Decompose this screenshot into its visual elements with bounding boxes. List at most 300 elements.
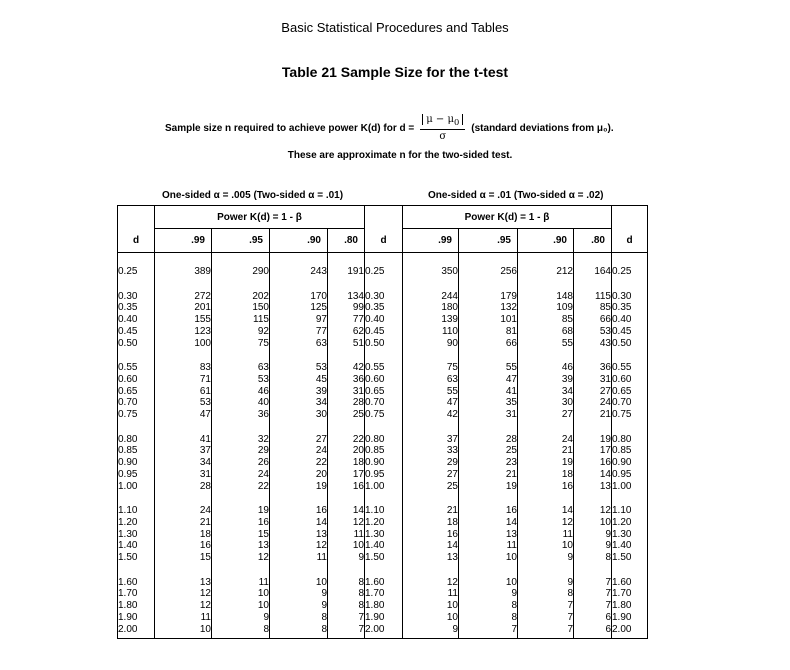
sample-size-cell: 115 <box>212 314 270 326</box>
fraction-denominator: σ <box>439 131 447 142</box>
sample-size-cell: 77 <box>328 314 365 326</box>
d-value-cell: 1.60 <box>118 577 155 589</box>
sample-size-cell: 7 <box>518 600 574 612</box>
table-row <box>118 434 648 446</box>
sample-size-cell: 24 <box>518 434 574 446</box>
sample-size-cell: 18 <box>518 469 574 481</box>
left-group-label: One-sided α = .005 (Two-sided α = .01) <box>162 190 344 201</box>
sample-size-cell: 14 <box>518 505 574 517</box>
table-row <box>118 588 648 600</box>
sample-size-cell: 16 <box>518 481 574 493</box>
sample-size-cell: 9 <box>270 600 328 612</box>
d-value-cell: 0.45 <box>612 326 648 338</box>
sample-size-cell: 22 <box>328 434 365 446</box>
sample-size-cell: 12 <box>155 588 212 600</box>
sample-size-cell: 6 <box>574 624 612 636</box>
d-value-cell: 0.30 <box>118 291 155 303</box>
sample-size-cell: 77 <box>270 326 328 338</box>
sample-size-cell: 27 <box>403 469 459 481</box>
sample-size-cell: 212 <box>518 266 574 278</box>
sample-size-cell: 150 <box>212 302 270 314</box>
d-value-cell: 1.10 <box>612 505 648 517</box>
table-row <box>118 338 648 350</box>
d-value-cell: 0.95 <box>365 469 403 481</box>
sample-size-cell: 18 <box>403 517 459 529</box>
sample-size-cell: 24 <box>270 445 328 457</box>
power-column-header: .99 <box>155 229 212 253</box>
sample-size-cell: 42 <box>328 362 365 374</box>
d-value-cell: 1.60 <box>365 577 403 589</box>
sample-size-cell: 30 <box>270 409 328 421</box>
sample-size-cell: 66 <box>459 338 518 350</box>
d-value-cell: 0.75 <box>612 409 648 421</box>
d-value-cell: 1.10 <box>365 505 403 517</box>
sample-size-cell: 34 <box>270 397 328 409</box>
d-value-cell: 1.00 <box>118 481 155 493</box>
sample-size-cell: 21 <box>574 409 612 421</box>
d-value-cell: 1.50 <box>365 552 403 564</box>
sample-size-cell: 12 <box>403 577 459 589</box>
table-row <box>118 540 648 552</box>
power-column-header: .95 <box>212 229 270 253</box>
table-row <box>118 624 648 636</box>
sample-size-cell: 36 <box>212 409 270 421</box>
table-title: Table 21 Sample Size for the t-test <box>281 64 509 80</box>
sample-size-cell: 201 <box>155 302 212 314</box>
sample-size-cell: 179 <box>459 291 518 303</box>
sample-size-cell: 10 <box>212 588 270 600</box>
d-value-cell: 1.50 <box>612 552 648 564</box>
sample-size-cell: 125 <box>270 302 328 314</box>
d-value-cell: 1.20 <box>118 517 155 529</box>
table-row <box>118 577 648 589</box>
sample-size-cell: 8 <box>270 612 328 624</box>
sample-size-cell: 35 <box>459 397 518 409</box>
sample-size-cell: 39 <box>518 374 574 386</box>
sample-size-cell: 43 <box>574 338 612 350</box>
sample-size-cell: 13 <box>212 540 270 552</box>
sample-size-cell: 11 <box>518 529 574 541</box>
sample-size-cell: 19 <box>574 434 612 446</box>
sample-size-cell: 10 <box>328 540 365 552</box>
sample-size-cell: 66 <box>574 314 612 326</box>
sample-size-cell: 7 <box>328 624 365 636</box>
sample-size-cell: 25 <box>328 409 365 421</box>
sample-size-cell: 8 <box>459 612 518 624</box>
table-row <box>118 397 648 409</box>
table-row <box>118 505 648 517</box>
sample-size-cell: 81 <box>459 326 518 338</box>
sample-size-cell: 11 <box>212 577 270 589</box>
sample-size-cell: 14 <box>574 469 612 481</box>
sample-size-cell: 8 <box>270 624 328 636</box>
d-column-header: d <box>118 229 155 253</box>
sample-size-cell: 13 <box>403 552 459 564</box>
sample-size-cell: 21 <box>403 505 459 517</box>
d-value-cell: 1.30 <box>118 529 155 541</box>
formula-prefix: Sample size n required to achieve power K(d) for d = <box>165 123 415 135</box>
sample-size-cell: 19 <box>459 481 518 493</box>
power-header-left: Power K(d) = 1 - β <box>155 206 365 229</box>
sample-size-cell: 24 <box>155 505 212 517</box>
sample-size-cell: 9 <box>574 540 612 552</box>
sample-size-cell: 39 <box>270 386 328 398</box>
approx-note: These are approximate n for the two-sided test. <box>287 150 513 161</box>
sample-size-cell: 25 <box>459 445 518 457</box>
table-row <box>118 552 648 564</box>
sample-size-cell: 61 <box>155 386 212 398</box>
sample-size-cell: 256 <box>459 266 518 278</box>
sample-size-cell: 20 <box>328 445 365 457</box>
d-value-cell: 1.90 <box>118 612 155 624</box>
sample-size-cell: 170 <box>270 291 328 303</box>
d-column-header: d <box>365 229 403 253</box>
d-value-cell: 1.40 <box>365 540 403 552</box>
d-value-cell: 0.85 <box>118 445 155 457</box>
sample-size-cell: 9 <box>459 588 518 600</box>
sample-size-cell: 36 <box>574 362 612 374</box>
d-value-cell: 0.90 <box>612 457 648 469</box>
sample-size-cell: 16 <box>574 457 612 469</box>
d-value-cell: 0.50 <box>365 338 403 350</box>
table-row <box>118 386 648 398</box>
sample-size-cell: 12 <box>270 540 328 552</box>
d-value-cell: 1.80 <box>612 600 648 612</box>
sample-size-cell: 83 <box>155 362 212 374</box>
table-row <box>118 266 648 278</box>
sample-size-cell: 10 <box>459 577 518 589</box>
sample-size-cell: 10 <box>155 624 212 636</box>
sample-size-cell: 71 <box>155 374 212 386</box>
sample-size-cell: 11 <box>155 612 212 624</box>
sample-size-cell: 27 <box>270 434 328 446</box>
d-value-cell: 0.55 <box>365 362 403 374</box>
sample-size-cell: 9 <box>328 552 365 564</box>
sample-size-cell: 63 <box>212 362 270 374</box>
d-value-cell: 1.00 <box>612 481 648 493</box>
sample-size-cell: 14 <box>328 505 365 517</box>
sample-size-cell: 75 <box>212 338 270 350</box>
d-value-cell: 0.90 <box>118 457 155 469</box>
d-value-cell: 0.60 <box>118 374 155 386</box>
d-value-cell: 2.00 <box>365 624 403 636</box>
power-column-header: .90 <box>518 229 574 253</box>
sample-size-cell: 164 <box>574 266 612 278</box>
formula-line <box>165 113 614 144</box>
d-value-cell: 0.40 <box>118 314 155 326</box>
sample-size-cell: 272 <box>155 291 212 303</box>
d-value-cell: 0.75 <box>365 409 403 421</box>
sample-size-cell: 20 <box>270 469 328 481</box>
sample-size-cell: 12 <box>328 517 365 529</box>
sample-size-cell: 115 <box>574 291 612 303</box>
d-value-cell: 0.40 <box>612 314 648 326</box>
sample-size-cell: 8 <box>328 588 365 600</box>
power-column-header: .80 <box>328 229 365 253</box>
sample-size-cell: 8 <box>518 588 574 600</box>
d-value-cell: 0.70 <box>118 397 155 409</box>
sample-size-cell: 12 <box>155 600 212 612</box>
sample-size-cell: 10 <box>459 552 518 564</box>
sample-size-cell: 8 <box>328 577 365 589</box>
table-row <box>118 409 648 421</box>
fraction-numerator-sub: 0 <box>453 117 460 127</box>
power-column-header: .80 <box>574 229 612 253</box>
sample-size-cell: 139 <box>403 314 459 326</box>
sample-size-cell: 34 <box>155 457 212 469</box>
table-row <box>118 469 648 481</box>
sample-size-cell: 16 <box>328 481 365 493</box>
sample-size-cell: 7 <box>518 624 574 636</box>
sample-size-cell: 31 <box>459 409 518 421</box>
d-value-cell: 0.65 <box>365 386 403 398</box>
sample-size-cell: 10 <box>518 540 574 552</box>
sample-size-cell: 28 <box>328 397 365 409</box>
d-value-cell: 2.00 <box>612 624 648 636</box>
d-value-cell: 0.35 <box>365 302 403 314</box>
d-value-cell: 0.35 <box>118 302 155 314</box>
sample-size-cell: 40 <box>212 397 270 409</box>
table-row <box>118 374 648 386</box>
sample-size-cell: 15 <box>212 529 270 541</box>
sample-size-cell: 45 <box>270 374 328 386</box>
sample-size-cell: 46 <box>212 386 270 398</box>
sample-size-cell: 180 <box>403 302 459 314</box>
d-value-cell: 0.85 <box>612 445 648 457</box>
sample-size-cell: 19 <box>270 481 328 493</box>
sample-size-cell: 16 <box>155 540 212 552</box>
d-value-cell: 0.45 <box>118 326 155 338</box>
d-value-cell: 0.50 <box>612 338 648 350</box>
sample-size-cell: 191 <box>328 266 365 278</box>
d-value-cell: 1.00 <box>365 481 403 493</box>
sample-size-cell: 123 <box>155 326 212 338</box>
d-value-cell: 1.70 <box>612 588 648 600</box>
sample-size-cell: 47 <box>459 374 518 386</box>
sample-size-cell: 15 <box>155 552 212 564</box>
d-value-cell: 0.65 <box>118 386 155 398</box>
sample-size-cell: 389 <box>155 266 212 278</box>
sample-size-cell: 7 <box>328 612 365 624</box>
sample-size-cell: 19 <box>518 457 574 469</box>
d-value-cell: 0.55 <box>118 362 155 374</box>
d-value-cell: 0.30 <box>365 291 403 303</box>
sample-size-cell: 36 <box>328 374 365 386</box>
sample-size-cell: 7 <box>574 600 612 612</box>
d-value-cell: 0.60 <box>365 374 403 386</box>
d-value-cell: 0.95 <box>612 469 648 481</box>
sample-size-cell: 24 <box>212 469 270 481</box>
sample-size-cell: 34 <box>518 386 574 398</box>
sample-size-cell: 63 <box>270 338 328 350</box>
sample-size-cell: 7 <box>574 588 612 600</box>
d-value-cell: 0.70 <box>612 397 648 409</box>
sample-size-cell: 9 <box>518 577 574 589</box>
d-value-cell: 1.80 <box>365 600 403 612</box>
d-value-cell: 1.20 <box>365 517 403 529</box>
table-row <box>118 362 648 374</box>
sample-size-cell: 31 <box>155 469 212 481</box>
sample-size-cell: 23 <box>459 457 518 469</box>
sample-size-cell: 14 <box>270 517 328 529</box>
table-row <box>118 481 648 493</box>
table-row <box>118 529 648 541</box>
sample-size-cell: 24 <box>574 397 612 409</box>
sample-size-cell: 7 <box>574 577 612 589</box>
sample-size-cell: 21 <box>518 445 574 457</box>
table-row <box>118 457 648 469</box>
d-column-header: d <box>612 229 648 253</box>
sample-size-cell: 14 <box>459 517 518 529</box>
sample-size-cell: 99 <box>328 302 365 314</box>
sample-size-cell: 41 <box>155 434 212 446</box>
sample-size-cell: 18 <box>155 529 212 541</box>
sample-size-cell: 85 <box>574 302 612 314</box>
sample-size-cell: 290 <box>212 266 270 278</box>
sample-size-cell: 11 <box>459 540 518 552</box>
right-group-label: One-sided α = .01 (Two-sided α = .02) <box>428 190 604 201</box>
formula-suffix: (standard deviations from μ₀). <box>471 123 614 135</box>
sample-size-cell: 7 <box>518 612 574 624</box>
sample-size-cell: 55 <box>518 338 574 350</box>
sample-size-cell: 8 <box>459 600 518 612</box>
sample-size-cell: 32 <box>212 434 270 446</box>
sample-size-cell: 8 <box>574 552 612 564</box>
sample-size-cell: 12 <box>518 517 574 529</box>
sample-size-cell: 350 <box>403 266 459 278</box>
sample-size-cell: 29 <box>403 457 459 469</box>
sample-size-cell: 30 <box>518 397 574 409</box>
sample-size-cell: 55 <box>403 386 459 398</box>
sample-size-cell: 62 <box>328 326 365 338</box>
sample-size-cell: 10 <box>270 577 328 589</box>
sample-size-cell: 109 <box>518 302 574 314</box>
sample-size-cell: 11 <box>403 588 459 600</box>
sample-size-cell: 13 <box>459 529 518 541</box>
sample-size-cell: 21 <box>155 517 212 529</box>
sample-size-cell: 13 <box>155 577 212 589</box>
sample-size-cell: 63 <box>403 374 459 386</box>
d-value-cell: 0.95 <box>118 469 155 481</box>
sample-size-cell: 53 <box>155 397 212 409</box>
sample-size-cell: 10 <box>403 600 459 612</box>
sample-size-cell: 27 <box>574 386 612 398</box>
sample-size-cell: 16 <box>212 517 270 529</box>
sample-size-cell: 51 <box>328 338 365 350</box>
sample-size-cell: 75 <box>403 362 459 374</box>
d-value-cell: 1.70 <box>118 588 155 600</box>
sample-size-cell: 47 <box>403 397 459 409</box>
sample-size-cell: 202 <box>212 291 270 303</box>
sample-size-cell: 53 <box>212 374 270 386</box>
d-value-cell: 0.85 <box>365 445 403 457</box>
sample-size-cell: 14 <box>403 540 459 552</box>
sample-size-cell: 22 <box>270 457 328 469</box>
sample-size-cell: 8 <box>212 624 270 636</box>
power-column-header: .90 <box>270 229 328 253</box>
sample-size-cell: 243 <box>270 266 328 278</box>
d-value-cell: 1.30 <box>365 529 403 541</box>
d-value-cell: 1.40 <box>612 540 648 552</box>
d-value-cell: 0.75 <box>118 409 155 421</box>
sample-size-cell: 148 <box>518 291 574 303</box>
d-value-cell: 1.90 <box>612 612 648 624</box>
sample-size-cell: 6 <box>574 612 612 624</box>
table-row <box>118 517 648 529</box>
d-value-cell: 1.80 <box>118 600 155 612</box>
d-value-cell: 0.80 <box>365 434 403 446</box>
sample-size-cell: 9 <box>270 588 328 600</box>
table-row <box>118 612 648 624</box>
power-column-header: .99 <box>403 229 459 253</box>
table-row <box>118 314 648 326</box>
sample-size-cell: 13 <box>574 481 612 493</box>
sample-size-cell: 18 <box>328 457 365 469</box>
sample-size-cell: 9 <box>574 529 612 541</box>
sample-size-cell: 47 <box>155 409 212 421</box>
sample-size-cell: 16 <box>403 529 459 541</box>
d-value-cell: 0.25 <box>365 266 403 278</box>
sample-size-cell: 11 <box>328 529 365 541</box>
sample-size-cell: 29 <box>212 445 270 457</box>
sample-size-cell: 55 <box>459 362 518 374</box>
d-value-cell: 1.40 <box>118 540 155 552</box>
d-value-cell: 1.50 <box>118 552 155 564</box>
sample-size-cell: 132 <box>459 302 518 314</box>
sample-size-cell: 10 <box>212 600 270 612</box>
sample-size-cell: 11 <box>270 552 328 564</box>
sample-size-cell: 100 <box>155 338 212 350</box>
table-row <box>118 291 648 303</box>
d-value-cell: 0.45 <box>365 326 403 338</box>
table-row <box>118 445 648 457</box>
sample-size-cell: 9 <box>403 624 459 636</box>
sample-size-cell: 16 <box>270 505 328 517</box>
sample-size-cell: 7 <box>459 624 518 636</box>
sample-size-cell: 12 <box>574 505 612 517</box>
sample-size-cell: 8 <box>328 600 365 612</box>
sample-size-cell: 90 <box>403 338 459 350</box>
d-value-cell: 0.55 <box>612 362 648 374</box>
effect-size-fraction <box>420 113 465 144</box>
sample-size-cell: 12 <box>212 552 270 564</box>
d-value-cell: 0.90 <box>365 457 403 469</box>
d-value-cell: 1.10 <box>118 505 155 517</box>
sample-size-cell: 85 <box>518 314 574 326</box>
d-value-cell: 2.00 <box>118 624 155 636</box>
d-value-cell: 0.40 <box>365 314 403 326</box>
sample-size-cell: 110 <box>403 326 459 338</box>
table-row <box>118 326 648 338</box>
sample-size-cell: 53 <box>574 326 612 338</box>
table-row <box>118 600 648 612</box>
sample-size-cell: 68 <box>518 326 574 338</box>
sample-size-cell: 25 <box>403 481 459 493</box>
d-value-cell: 0.80 <box>612 434 648 446</box>
sample-size-cell: 13 <box>270 529 328 541</box>
d-value-cell: 0.80 <box>118 434 155 446</box>
sample-size-cell: 92 <box>212 326 270 338</box>
sample-size-cell: 26 <box>212 457 270 469</box>
sample-size-cell: 244 <box>403 291 459 303</box>
sample-size-cell: 155 <box>155 314 212 326</box>
power-column-header: .95 <box>459 229 518 253</box>
d-value-cell: 1.30 <box>612 529 648 541</box>
sample-size-cell: 53 <box>270 362 328 374</box>
sample-size-cell: 37 <box>155 445 212 457</box>
sample-size-cell: 33 <box>403 445 459 457</box>
sample-size-cell: 31 <box>328 386 365 398</box>
